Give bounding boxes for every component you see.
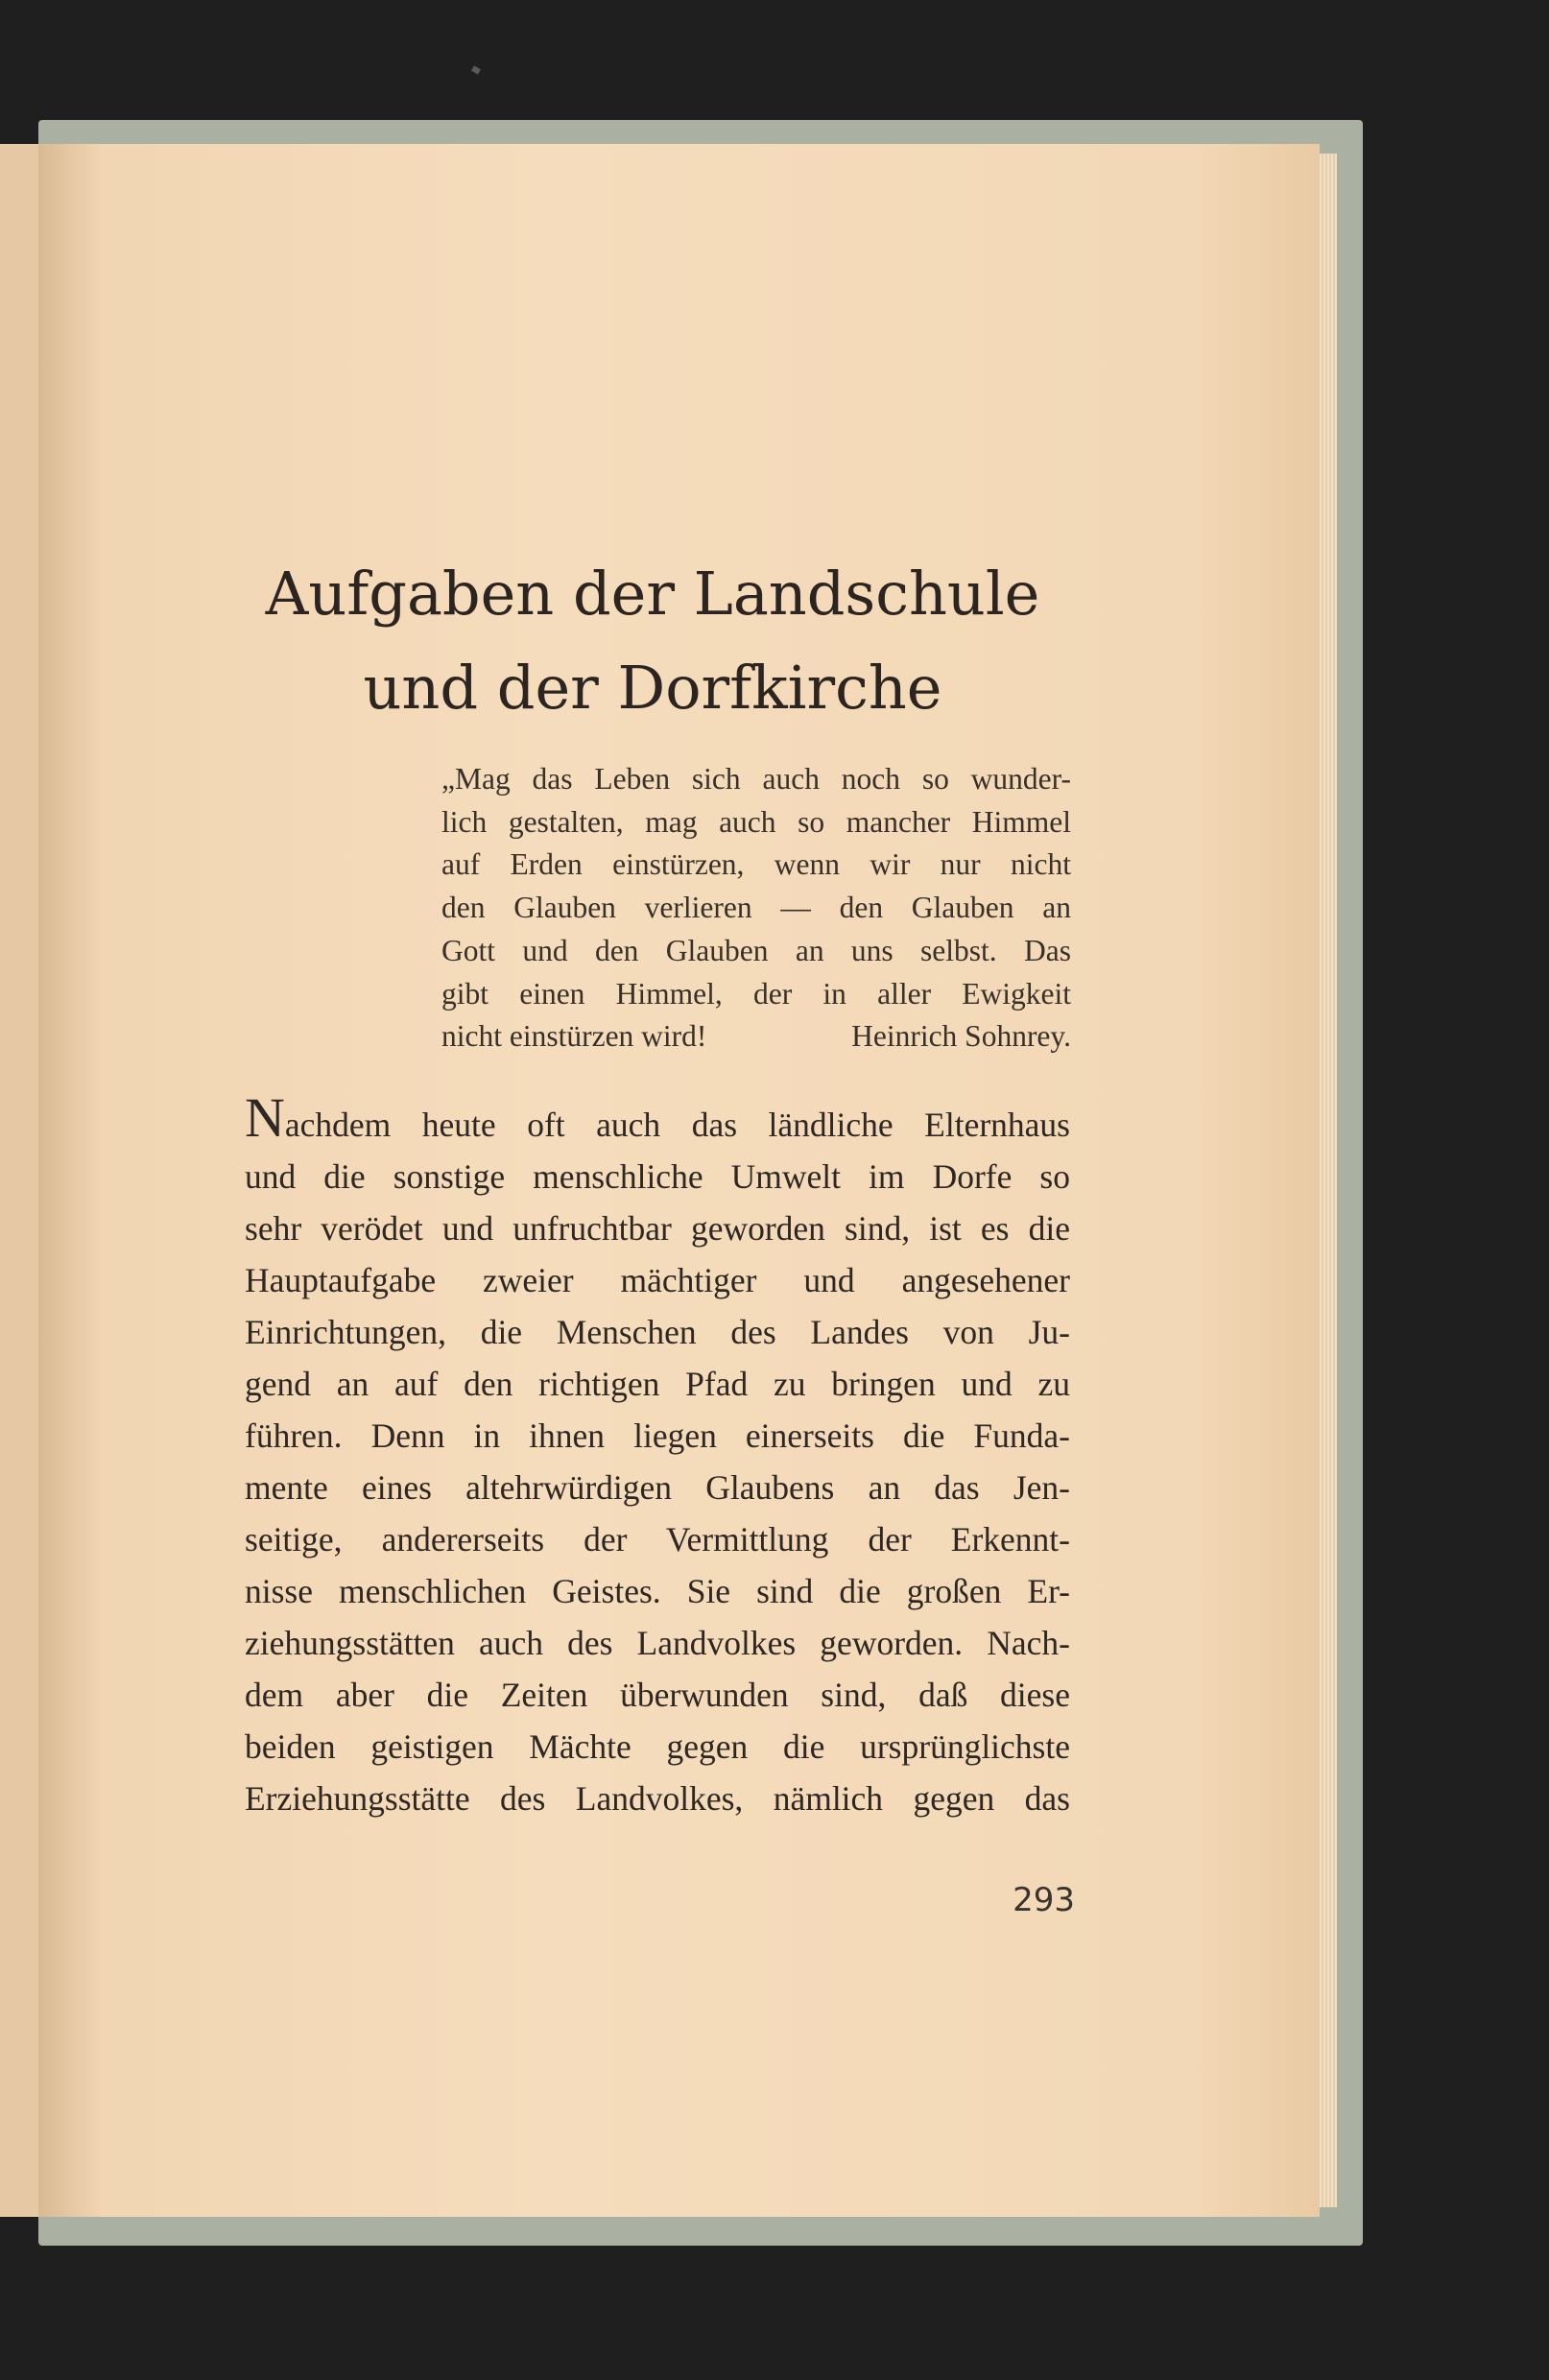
- epigraph-last-line: [441, 1015, 1071, 1059]
- epigraph-line: „Mag das Leben sich auch noch so wunder-: [441, 762, 1071, 796]
- drop-cap: N: [245, 1086, 285, 1149]
- epigraph-line: gibt einen Himmel, der in aller Ewigkeit: [441, 976, 1071, 1011]
- body-line: führen. Denn in ihnen liegen einerseits die Funda-: [245, 1416, 1070, 1455]
- page-block-edge: [1320, 154, 1337, 2207]
- body-line: Einrichtungen, die Menschen des Landes von Ju-: [245, 1313, 1070, 1351]
- dust-speck: [471, 65, 481, 74]
- body-line: mente eines altehrwürdigen Glaubens an das Jen-: [245, 1468, 1070, 1507]
- body-line: nisse menschlichen Geistes. Sie sind die großen Er-: [245, 1572, 1070, 1610]
- body-line: achdem heute oft auch das ländliche Elternhaus: [284, 1106, 1070, 1144]
- epigraph-line: lich gestalten, mag auch so mancher Himmel: [441, 804, 1071, 839]
- body-line: und die sonstige menschliche Umwelt im Dorfe so: [245, 1157, 1070, 1196]
- body-paragraph: [245, 1086, 1070, 1824]
- page-number: 293: [1013, 1881, 1075, 1919]
- chapter-title: [221, 547, 1084, 735]
- epigraph: [441, 758, 1071, 1059]
- body-line: ziehungsstätten auch des Landvolkes geworden. Nach-: [245, 1624, 1070, 1662]
- body-line: seitige, andererseits der Vermittlung der Erkennt-: [245, 1520, 1070, 1559]
- epigraph-line: den Glauben verlieren — den Glauben an: [441, 891, 1071, 925]
- body-first-line: [245, 1086, 1070, 1151]
- body-line: Erziehungsstätte des Landvolkes, nämlich gegen das: [245, 1779, 1070, 1818]
- body-line: dem aber die Zeiten überwunden sind, daß diese: [245, 1676, 1070, 1714]
- chapter-title-line-2: und der Dorfkirche: [363, 653, 942, 723]
- left-page-edge: [0, 144, 38, 2217]
- body-line: sehr verödet und unfruchtbar geworden sind, ist es die: [245, 1209, 1070, 1248]
- body-line: beiden geistigen Mächte gegen die ursprünglichste: [245, 1727, 1070, 1766]
- body-line: gend an auf den richtigen Pfad zu bringen und zu: [245, 1365, 1070, 1403]
- epigraph-line: auf Erden einstürzen, wenn wir nur nicht: [441, 847, 1071, 882]
- chapter-title-line-1: Aufgaben der Landschule: [265, 559, 1040, 629]
- epigraph-line: nicht einstürzen wird!: [441, 1019, 707, 1054]
- epigraph-author: Heinrich Sohnrey.: [851, 1019, 1071, 1054]
- epigraph-line: Gott und den Glauben an uns selbst. Das: [441, 933, 1071, 967]
- body-line: Hauptaufgabe zweier mächtiger und angesehener: [245, 1261, 1070, 1299]
